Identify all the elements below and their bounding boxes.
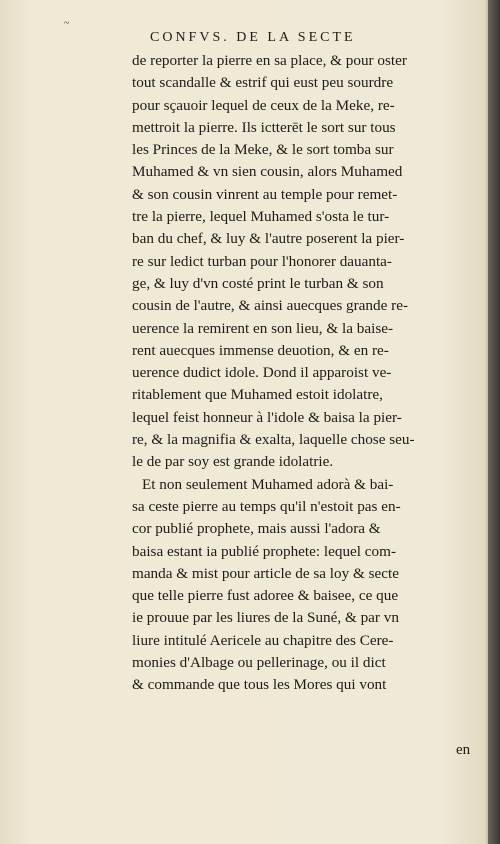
text-line: baisa estant ia publié prophete: lequel com- <box>132 542 397 560</box>
text-line: monies d'Albage ou pellerinage, ou il dict <box>132 654 386 672</box>
catchword: en <box>456 742 471 758</box>
text-line: re, & la magnifia & exalta, laquelle chose seu- <box>132 431 415 449</box>
text-line: tre la pierre, lequel Muhamed s'osta le tur- <box>132 208 390 226</box>
paragraph-start-line: Et non seulement Muhamed adorà & bai- <box>142 475 394 493</box>
text-line: uerence dudict idole. Dond il apparoist ve- <box>132 364 392 382</box>
running-header: CONFVS. DE LA SECTE <box>150 30 356 45</box>
text-line: les Princes de la Meke, & le sort tomba sur <box>132 141 394 159</box>
text-line: ie prouue par les liures de la Suné, & par vn <box>132 609 399 627</box>
text-line: pour sçauoir lequel de ceux de la Meke, re- <box>132 96 395 114</box>
book-gutter-shadow <box>488 0 500 844</box>
text-line: & commande que tous les Mores qui vont <box>132 676 387 694</box>
text-line: re sur ledict turban pour l'honorer dauanta- <box>132 252 392 270</box>
text-line: cor publié prophete, mais aussi l'adora & <box>132 520 381 538</box>
text-line: rent auecques immense deuotion, & en re- <box>132 341 389 359</box>
text-line: & son cousin vinrent au temple pour remet- <box>132 185 398 203</box>
text-line: de reporter la pierre en sa place, & pour oster <box>132 52 407 69</box>
text-line: Muhamed & vn sien cousin, alors Muhamed <box>132 163 403 181</box>
text-line: sa ceste pierre au temps qu'il n'estoit pas en- <box>132 497 401 515</box>
text-line: que telle pierre fust adoree & baisee, ce que <box>132 587 399 605</box>
text-line: liure intitulé Aericele au chapitre des Cere- <box>132 631 394 649</box>
text-line: lequel feist honneur à l'idole & baisa la pier- <box>132 408 402 426</box>
body-text <box>132 50 494 697</box>
text-line: ban du chef, & luy & l'autre poserent la pier- <box>132 230 405 248</box>
text-line: uerence la remirent en son lieu, & la baise- <box>132 319 394 337</box>
text-line: cousin de l'autre, & ainsi auecques grande re- <box>132 297 409 315</box>
text-line: mettroit la pierre. Ils ictterēt le sort sur tous <box>132 118 396 136</box>
margin-mark: ~ <box>64 18 70 29</box>
text-line: manda & mist pour article de sa loy & secte <box>132 564 399 582</box>
text-line: ritablement que Muhamed estoit idolatre, <box>132 386 383 404</box>
text-line: le de par soy est grande idolatrie. <box>132 453 334 471</box>
text-line: ge, & luy d'vn costé print le turban & son <box>132 274 384 292</box>
text-line: tout scandalle & estrif qui eust peu sourdre <box>132 74 394 92</box>
